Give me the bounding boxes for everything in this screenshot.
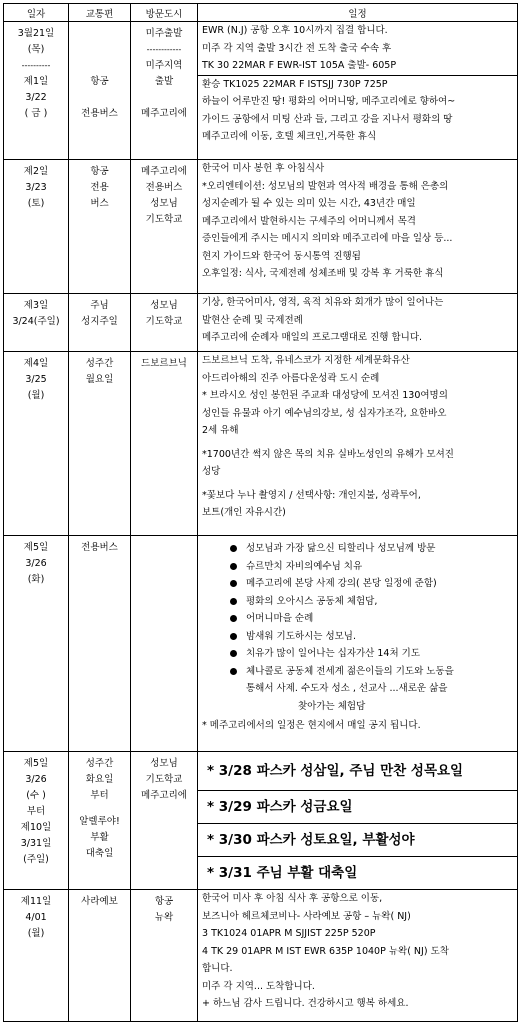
schedule-line: 발현산 순례 및 국제전례 [202,314,303,326]
date-cell [4,22,69,160]
city-line: 항공 [154,896,174,907]
schedule-line: 하늘이 어루만진 땅! 평화의 어머니땅, 메주고리에로 향하여~ [202,96,456,107]
list-item: 밤새워 기도하시는 성모님. [230,628,514,646]
date-line: (월) [27,390,45,401]
city-line: 뉴왁 [154,912,174,923]
transport-line: 부활 [90,832,109,843]
city-cell [131,294,198,352]
schedule-line: 환승 TK1025 22MAR F ISTSJJ 730P 725P [202,78,388,90]
itinerary-row [4,22,518,160]
itinerary-row [4,536,518,752]
date-line: 3/26 [25,558,47,569]
transport-line [69,26,130,42]
schedule-line: 한국어 미사 봉헌 후 아침식사 [202,163,325,174]
schedule-cell [198,22,518,160]
schedule-line: *꽃보다 누나 촬영지 / 선택사항: 개인지불, 성곽투어, [202,489,421,501]
transport-line: 버스 [90,198,109,209]
itinerary-row [4,294,518,352]
schedule-line: 합니다. [202,963,233,974]
transport-line: 항공 [90,166,109,177]
transport-line [69,42,130,58]
transport-line: 성지주일 [81,316,118,327]
city-cell [131,890,198,1022]
city-line: 메주고리에 [141,790,187,801]
city-line: 메주고리에 [141,108,187,119]
schedule-line: 현지 가이드와 한국어 동시통역 진행됨 [202,250,361,262]
schedule-line: 메주고리에 이동, 호텔 체크인,거룩한 휴식 [202,131,377,142]
transport-line [69,90,130,106]
activity-list [202,536,514,680]
date-line: (월) [27,928,45,939]
header-transport: 교통편 [69,4,131,22]
date-line: 3/22 [25,92,47,103]
schedule-line: 보즈니아 헤르체코비나- 사라예보 공항 – 뉴왁( NJ) [202,910,411,922]
city-line [131,90,197,106]
header-date: 일자 [4,4,69,22]
city-line: 미주지역 [145,60,183,71]
transport-cell [69,22,131,160]
city-line: 성모님 [150,758,178,769]
transport-line: 대축일 [85,848,114,859]
date-line: (토) [27,198,45,209]
date-line: 제5일 [23,758,49,769]
date-cell [4,536,69,752]
transport-cell [69,352,131,536]
list-item: 어머니마을 순례 [230,610,514,628]
transport-cell [69,160,131,294]
schedule-line: 성지순례가 될 수 있는 의미 있는 시간, 43년간 매일 [202,198,416,209]
date-line: 3월21일 [17,28,55,39]
schedule-cell [198,352,518,536]
transport-line: 성주간 [85,758,114,769]
list-continuation: 찾아가는 체험담 [298,700,366,712]
city-separator: ------------ [146,45,182,54]
date-line: 제10일 [20,822,52,833]
itinerary-table [3,3,518,1022]
city-cell [131,22,198,160]
list-continuation: 통해서 사제. 수도자 성소 , 선교사 ...새로운 삶을 [246,683,448,694]
schedule-line: 성인들 유물과 아기 예수님의강보, 성 십자가조각, 요한바오 [202,407,447,419]
transport-line: 전용버스 [81,108,118,119]
schedule-line: 보트(개인 자유시간) [202,507,286,518]
transport-line: 항공 [90,76,109,87]
transport-line: 성주간 [85,358,114,369]
transport-spacer [69,804,130,814]
schedule-line: 아드리아해의 진주 아름다운성곽 도시 순례 [202,372,380,384]
transport-line: 전용 [90,182,109,193]
list-item: 메주고리에 본당 사제 강의( 본당 일정에 준함) [230,575,514,593]
date-line: 제2일 [23,166,49,177]
schedule-line: 미주 각 지역 출발 3시간 전 도착 출국 수속 후 [202,42,392,54]
itinerary-row [4,160,518,294]
date-cell [4,160,69,294]
schedule-line: EWR (N.J) 공항 오후 10시까지 집결 합니다. [202,25,388,36]
schedule-line: 2세 유해 [202,425,239,436]
city-line: 기도학교 [145,214,183,225]
schedule-line: * 브라시오 성인 봉헌된 주교좌 대성당에 모셔진 130여명의 [202,390,448,401]
city-cell [131,352,198,536]
header-city: 방문도시 [131,4,198,22]
city-line: 성모님 [150,198,178,209]
city-line: 미주출발 [145,28,183,39]
schedule-line: 가이드 공항에서 미팅 산과 들, 그리고 강을 지나서 평화의 땅 [202,113,453,125]
schedule-line: 성당 [202,466,221,477]
transport-cell [69,294,131,352]
schedule-cell [198,890,518,1022]
itinerary-row [4,752,518,791]
date-line: 제5일 [23,542,49,553]
date-line: (주일) [23,854,49,865]
transport-line: 월요일 [85,374,114,385]
schedule-line: 오후일정: 식사, 국제전례 성체조배 및 강복 후 거룩한 휴식 [202,268,444,279]
schedule-line: 기상, 한국어미사, 영적, 육적 치유와 회개가 많이 일어나는 [202,297,444,308]
date-line: 4/01 [25,912,47,923]
list-item: 성모님과 가장 닮으신 티할리나 성모님께 방문 [230,540,514,558]
schedule-cell [198,160,518,294]
transport-cell [69,536,131,752]
transport-line: 화요일 [85,774,114,785]
city-line: 성모님 [150,300,178,311]
schedule-line: 한국어 미사 후 아침 식사 후 공항으로 이동, [202,893,383,904]
city-line: 기도학교 [145,774,183,785]
transport-cell [69,890,131,1022]
event-line: * 3/28 파스카 성삼일, 주님 만찬 성목요일 [198,752,518,791]
date-line: 3/23 [25,182,47,193]
header-row [4,4,518,22]
schedule-line: *1700년간 썩지 않은 목의 치유 실바노성인의 유해가 모셔진 [202,448,454,460]
date-line: (화) [27,574,45,585]
date-cell [4,890,69,1022]
city-line: 메주고리에 [141,166,187,177]
date-cell [4,352,69,536]
schedule-line: + 하느님 감사 드립니다. 건강하시고 행복 하세요. [202,998,409,1009]
schedule-line: *오리엔테이션: 성모님의 발현과 역사적 배경을 통해 은총의 [202,180,449,192]
schedule-line: 드보르브닉 도착, 유네스코가 지정한 세계문화유산 [202,355,410,366]
schedule-line: 4 TK 29 01APR M IST EWR 635P 1040P 뉴왁( NJ) 도착 [202,945,449,957]
transport-line: 부터 [90,790,109,801]
date-line: 제11일 [20,896,52,907]
schedule-line: 메주고리에 순례자 매일의 프로그램대로 진행 합니다. [202,332,423,343]
schedule-note: * 메주고리에서의 일정은 현지에서 매일 공지 됩니다. [202,720,421,731]
date-line: ( 금 ) [24,108,48,119]
date-line: 제3일 [23,300,49,311]
itinerary-row [4,890,518,1022]
transport-line: 알렐루야! [79,816,120,827]
transport-line [69,58,130,74]
list-item: 체나콜로 공동체 전세계 젊은이들의 기도와 노동을 [230,663,514,681]
date-line: 제1일 [23,76,49,87]
city-line: 출발 [154,76,174,87]
schedule-line: TK 30 22MAR F EWR-IST 105A 출발- 605P [202,60,397,71]
city-cell [131,752,198,890]
city-line: 전용버스 [145,182,183,193]
transport-line: 전용버스 [81,542,118,553]
date-line: 부터 [26,806,46,817]
city-cell [131,160,198,294]
date-cell [4,752,69,890]
city-line: 기도학교 [145,316,183,327]
schedule-line: 메주고리에서 발현하시는 구세주의 어머니께서 목격 [202,215,416,227]
date-line: 제4일 [23,358,49,369]
schedule-line: 3 TK1024 01APR M SJJIST 225P 520P [202,928,376,939]
schedule-line: 증인들에게 주시는 메시지 의미와 메주고리에 마을 일상 등... [202,233,453,244]
date-line: 3/31일 [20,838,52,849]
city-line: 드보르브닉 [141,358,187,369]
date-line: (수 ) [26,790,46,801]
list-item: 치유가 많이 일어나는 십자가산 14처 기도 [230,645,514,663]
date-line: 3/24(주일) [12,316,60,327]
itinerary-row [4,352,518,536]
transport-cell [69,752,131,890]
event-line: * 3/29 파스카 성금요일 [198,791,518,824]
schedule-cell [198,536,518,752]
list-item: 평화의 오아시스 공동체 체험담, [230,593,514,611]
date-line: 3/26 [25,774,47,785]
city-cell [131,536,198,752]
schedule-cell [198,294,518,352]
schedule-line: 미주 각 지역... 도착합니다. [202,980,315,992]
transport-line: 사라예보 [81,896,118,907]
date-line: 3/25 [25,374,47,385]
transport-line: 주님 [90,300,109,311]
date-separator: ---------- [21,61,51,70]
event-line: * 3/31 주님 부활 대축일 [198,857,518,890]
date-line: (목) [27,44,45,55]
date-cell [4,294,69,352]
header-schedule: 일정 [198,4,518,22]
list-item: 슈르만치 자비의예수님 치유 [230,558,514,576]
event-line: * 3/30 파스카 성토요일, 부활성야 [198,824,518,857]
